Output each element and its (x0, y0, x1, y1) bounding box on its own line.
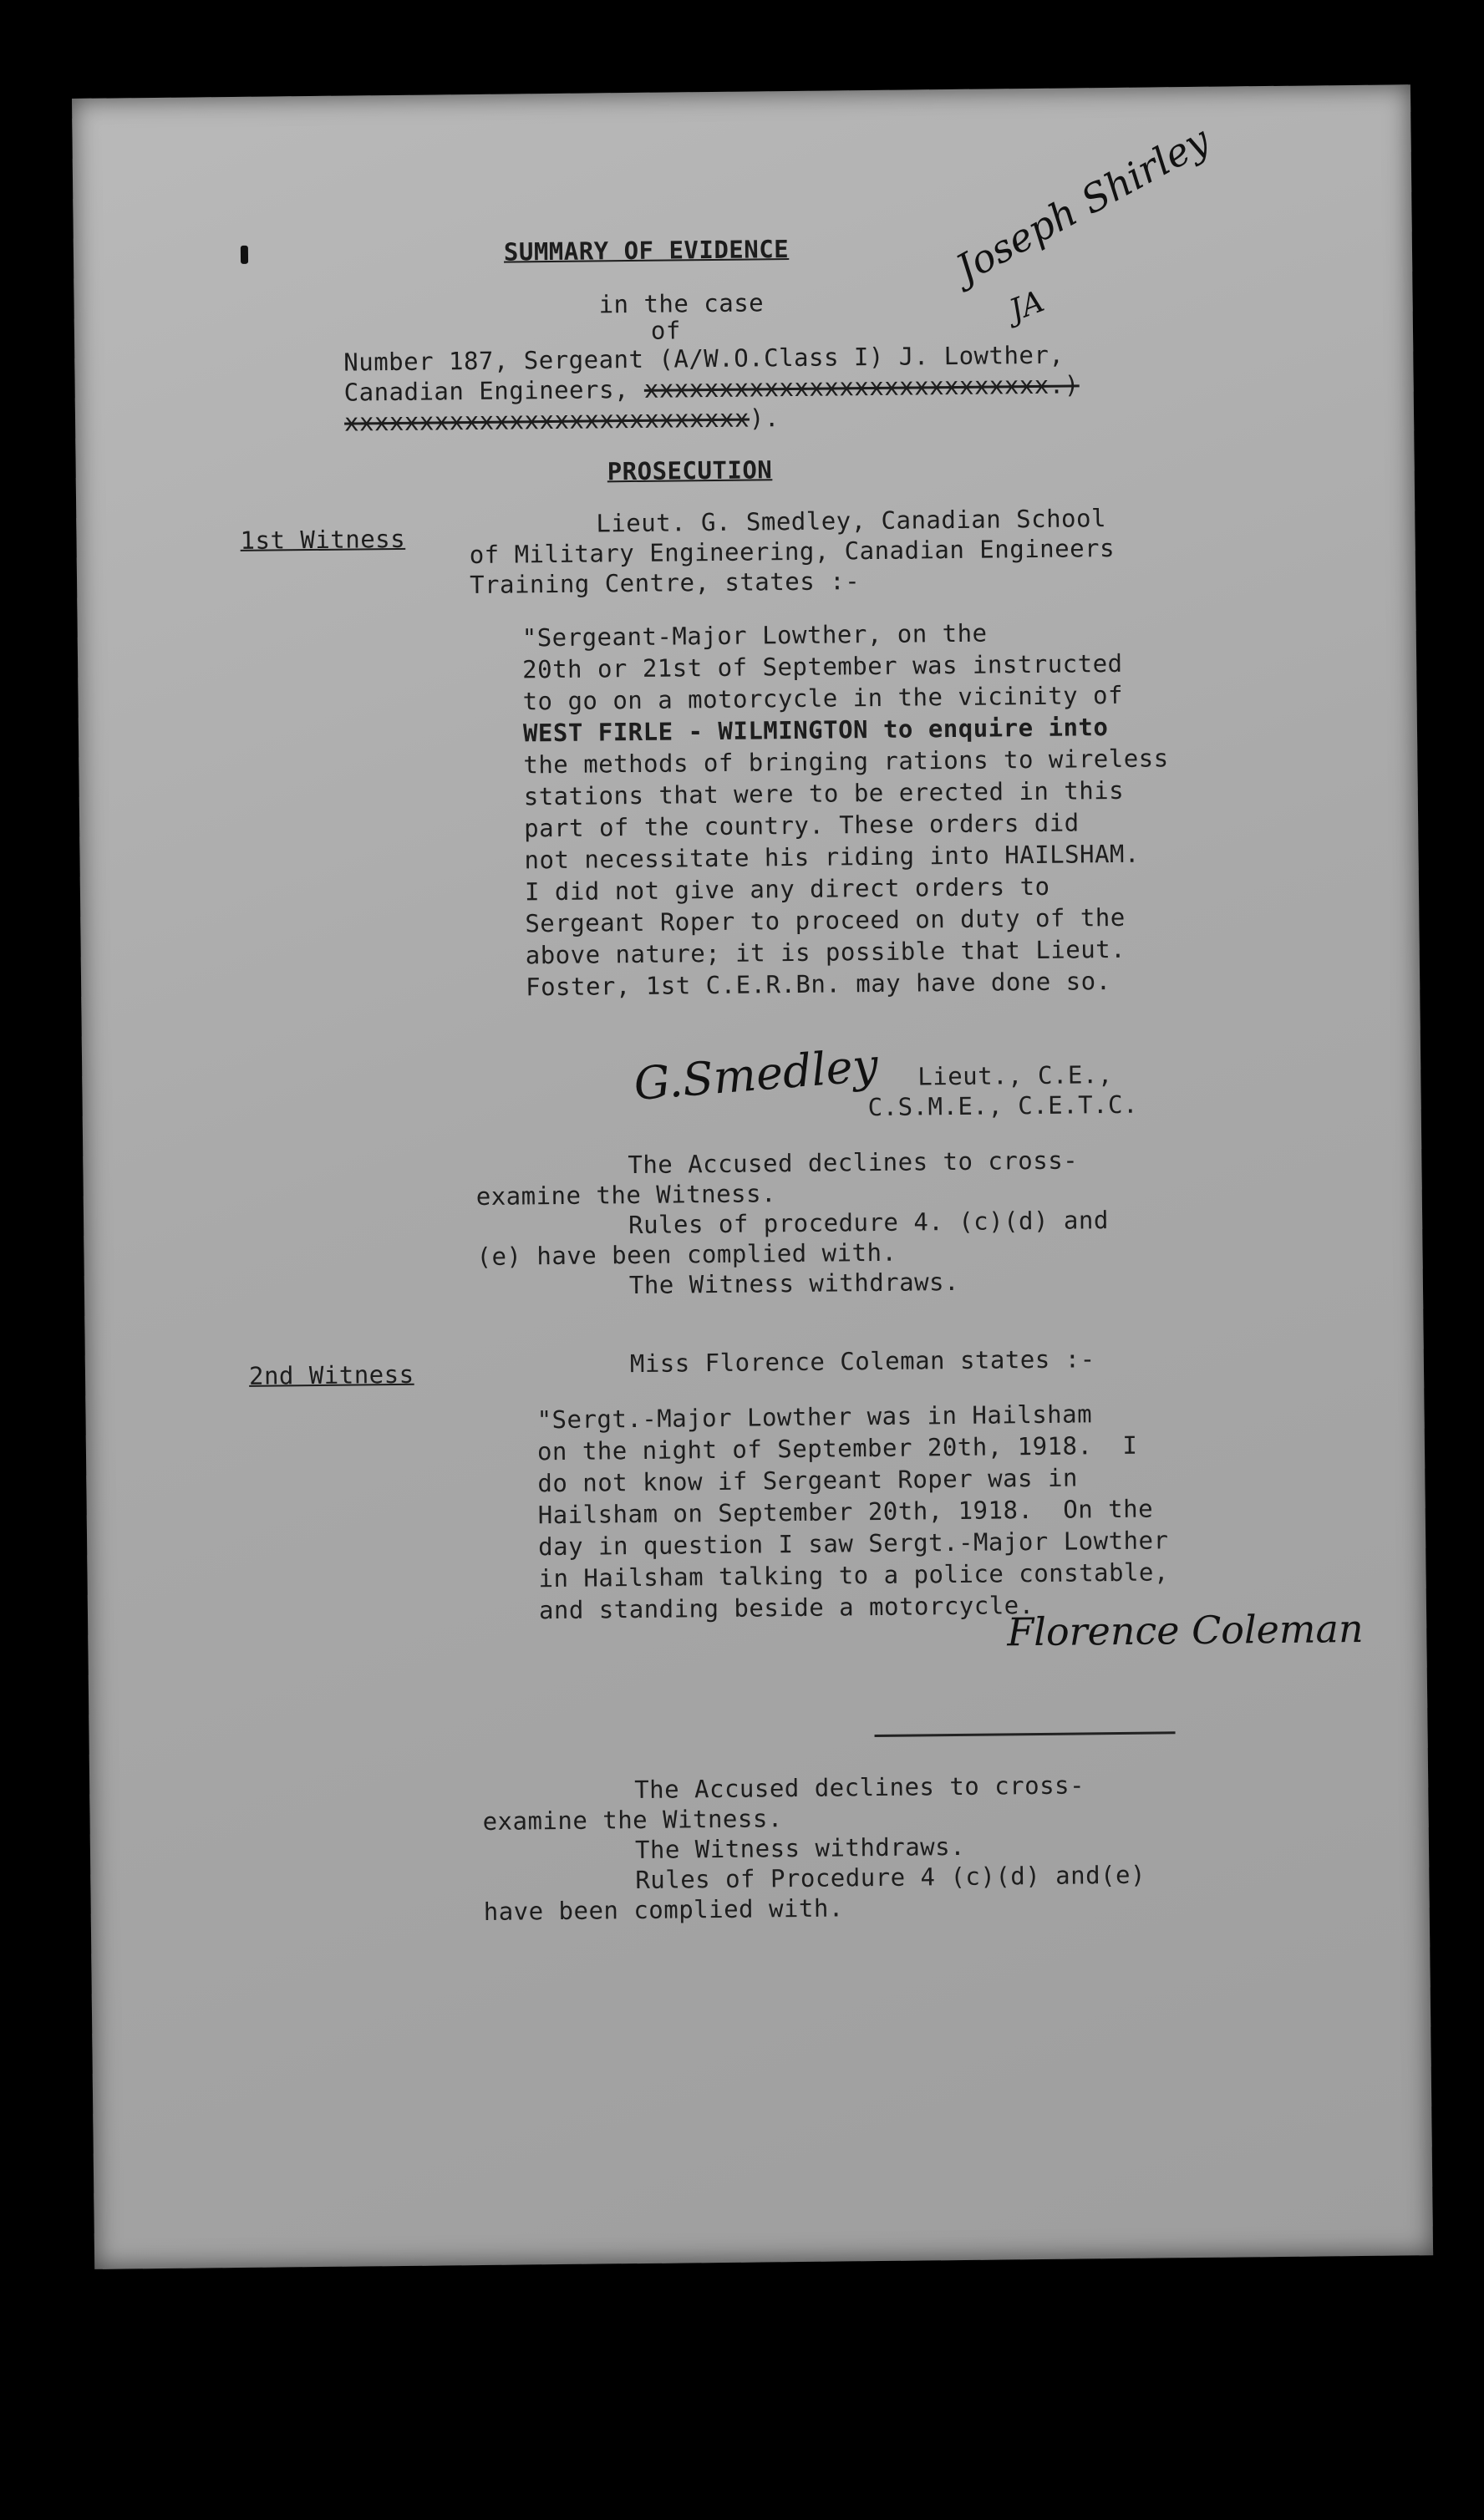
document-title: SUMMARY OF EVIDENCE (503, 235, 790, 267)
header-line-accused: Number 187, Sergeant (A/W.O.Class I) J. Lowther, (343, 340, 1065, 377)
witness1-label: 1st Witness (240, 524, 406, 555)
witness1-intro-line: Training Centre, states :- (469, 566, 861, 600)
witness1-note: examine the Witness. (475, 1179, 777, 1212)
witness2-intro: Miss Florence Coleman states :- (629, 1344, 1095, 1379)
document-page (72, 84, 1433, 2269)
header-line-of: of (650, 316, 682, 345)
handwritten-initials-top: JA (1004, 284, 1049, 328)
witness2-note: Rules of Procedure 4 (c)(d) and(e) (635, 1860, 1146, 1895)
section-title-prosecution: PROSECUTION (607, 455, 773, 486)
witness1-rank-line: C.S.M.E., C.E.T.C. (867, 1090, 1139, 1122)
struck-text: xxxxxxxxxxxxxxxxxxxxxxxxxxx (343, 404, 750, 437)
witness1-note: The Accused declines to cross- (628, 1146, 1079, 1180)
witness2-statement: "Sergt.-Major Lowther was in Hailsham on the night of September 20th, 1918. I do not know if Sergeant Roper was in Hailsham on September 20th, 1918. On the day in question I saw Sergt.-Major Lowther in Hailsham talking to a police constable, and standing beside a motorcycle. (536, 1400, 1170, 1625)
witness2-note: The Witness withdraws. (634, 1832, 966, 1865)
header-line-unit: Canadian Engineers, xxxxxxxxxxxxxxxxxxxxxxxxxxx.) (343, 370, 1080, 407)
witness2-label: 2nd Witness (248, 1359, 414, 1390)
witness1-note: Rules of procedure 4. (c)(d) and (628, 1206, 1110, 1240)
witness1-statement: "Sergeant-Major Lowther, on the 20th or 21st of September was instructed to go on a motorcycle in the vicinity of WEST FIRLE - WILMINGTON to enquire into the methods of bringing rations to wireless stations that were to be erected in this part of the country. These orders did not necessitate his riding into HAILSHAM. I did not give any direct orders to Sergeant Roper to proceed on duty of the above nature; it is possible that Lieut. Foster, 1st C.E.R.Bn. may have done so. (521, 618, 1169, 1002)
witness1-note: (e) have been complied with. (476, 1237, 897, 1272)
witness2-note: have been complied with. (483, 1893, 844, 1926)
header-line-in-the-case: in the case (598, 288, 765, 319)
witness2-note: examine the Witness. (482, 1804, 783, 1836)
witness1-rank-line: Lieut., C.E., (917, 1060, 1113, 1091)
punch-mark (241, 246, 248, 264)
signature-rule (875, 1731, 1176, 1737)
witness1-note: The Witness withdraws. (628, 1267, 960, 1300)
struck-text: xxxxxxxxxxxxxxxxxxxxxxxxxxx.) (643, 370, 1080, 404)
coleman-signature: Florence Coleman (1006, 1605, 1364, 1655)
smedley-signature: G.Smedley (632, 1038, 881, 1111)
witness2-note: The Accused declines to cross- (634, 1771, 1085, 1805)
handwritten-signature-top: Joseph Shirley (948, 117, 1217, 292)
witness1-intro-line: of Military Engineering, Canadian Engineers (469, 533, 1116, 570)
header-line-struck: xxxxxxxxxxxxxxxxxxxxxxxxxxx). (343, 404, 780, 437)
witness1-intro-line: Lieut. G. Smedley, Canadian School (596, 504, 1107, 538)
